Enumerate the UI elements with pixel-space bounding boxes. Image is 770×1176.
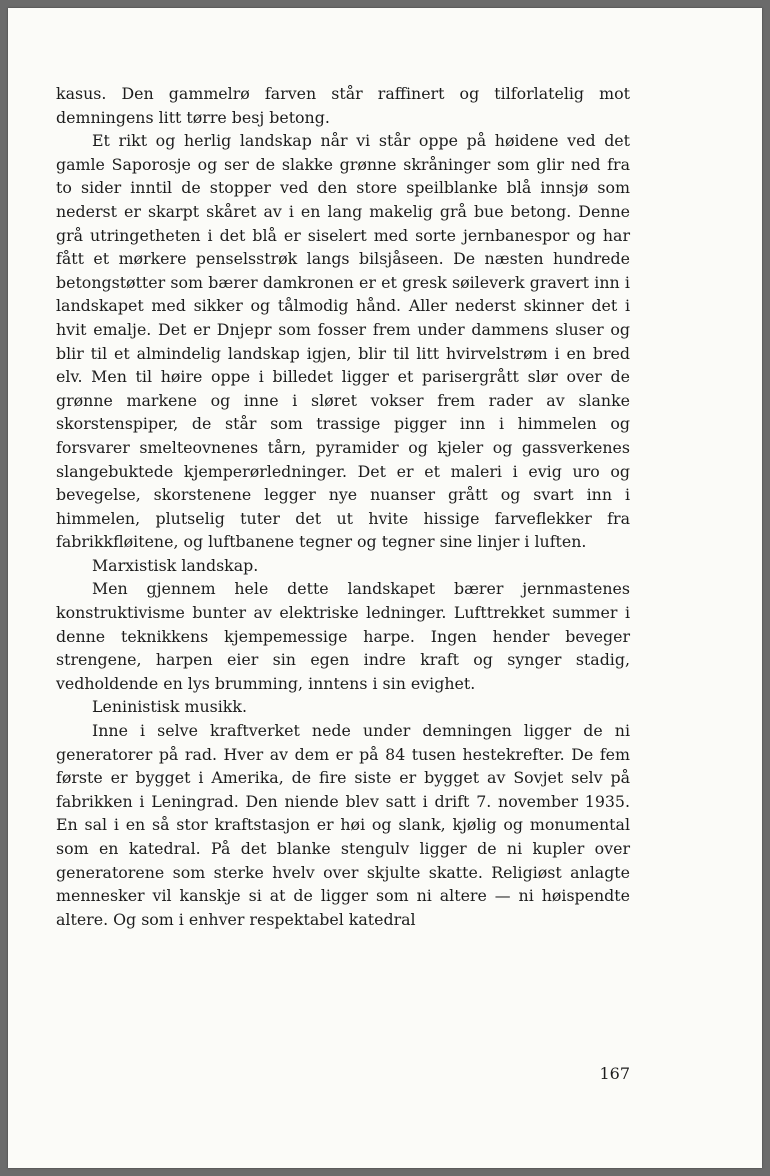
paragraph-harp: Men gjennem hele dette landskapet bærer jernmastenes konstruktivisme bunter av elektriske ledninger. Lufttrekket summer i denne teknikkens kjempemessige harpe. Ingen hender beveger strengene, harpen eier sin egen indre kraft og synger stadig, vedholdende en lys brumming, inntens i sin evighet. — [56, 579, 630, 693]
book-page — [8, 8, 762, 1168]
paragraph-power-station: Inne i selve kraftverket nede under demningen ligger de ni generatorer på rad. Hver av dem er på 84 tusen hestekrefter. De fem første er bygget i Amerika, de fire siste er bygget av Sovjet selv på fabrikken i Leningrad. Den niende blev satt i drift 7. november 1935. En sal i en så stor kraftstasjon er høi og slank, kjølig og monumental som en katedral. På det blanke stengulv ligger de ni kupler over generatorene som sterke hvelv over skjulte skatte. Religiøst anlagte mennesker vil kanskje si at de ligger som ni altere — ni høispendte altere. Og som i enhver respektabel katedral — [56, 721, 630, 929]
paragraph-leninist-music: Leninistisk musikk. — [92, 697, 247, 717]
body-text — [56, 82, 630, 931]
paragraph-landscape: Et rikt og herlig landskap når vi står oppe på høidene ved det gamle Saporosje og ser de slakke grønne skråninger som glir ned fra to sider inntil de stopper ved den store speilblanke blå innsjø som nederst er skarpt skåret av i en lang makelig grå bue betong. Denne grå utringetheten i det blå er siselert med sorte jernbanespor og har fått et mørkere penselsstrøk langs bilsjåseen. De næsten hundrede betongstøtter som bærer damkronen er et gresk søileverk gravert inn i landskapet med sikker og tålmodig hånd. Aller nederst skinner det i hvit emalje. Det er Dnjepr som fosser frem under dammens sluser og blir til et almindelig landskap igjen, blir til litt hvirvelstrøm i en bred elv. Men til høire oppe i billedet ligger et parisergrått slør over de grønne markene og inne i sløret vokser frem rader av slanke skorstenspiper, de står som trassige pigger inn i himmelen og forsvarer smelteovnenes tårn, pyramider og kjeler og gassverkenes slangebuktede kjemperørledninger. Det er et maleri i evig uro og bevegelse, skorstenene legger nye nuanser grått og svart inn i himmelen, plutselig tuter det ut hvite hissige farveflekker fra fabrikkfløitene, og luftbanene tegner og tegner sine linjer i luften. — [56, 131, 630, 552]
paragraph-marxist-landscape: Marxistisk landskap. — [92, 555, 259, 575]
page-number: 167 — [599, 1064, 630, 1083]
paragraph-continuation: kasus. Den gammelrø farven står raffinert og tilforlatelig mot demningens litt tørre besj betong. — [56, 84, 630, 127]
